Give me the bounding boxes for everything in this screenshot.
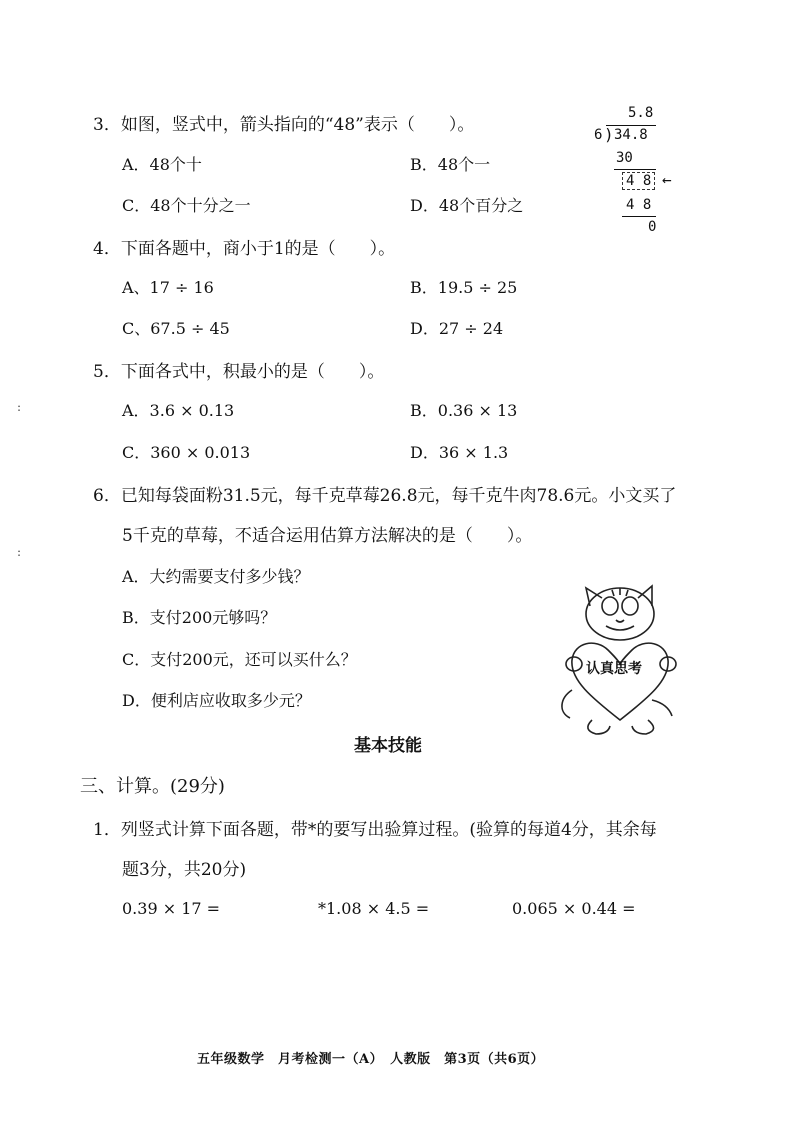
- question-6-stem-line-2: 5千克的草莓，不适合运用估算方法解决的是（ ）。: [122, 526, 533, 546]
- long-division-figure: [592, 105, 682, 240]
- division-highlighted-48: 4 8: [622, 172, 655, 190]
- cartoon-cat-illustration: [552, 580, 692, 740]
- question-4-option-d: D．27 ÷ 24: [410, 319, 504, 338]
- question-6-option-a: A．大约需要支付多少钱？: [122, 567, 310, 586]
- section-3-item-1-line-1: 1．列竖式计算下面各题，带*的要写出验算过程。(验算的每道4分，其余每: [93, 820, 657, 840]
- margin-mark: :: [17, 400, 22, 414]
- question-5-option-c: C．360 × 0.013: [122, 443, 251, 462]
- heart-text: 认真思考: [586, 661, 642, 677]
- question-4-option-a: A、17 ÷ 16: [122, 278, 214, 297]
- section-3-item-1-line-2: 题3分，共20分): [122, 860, 247, 880]
- margin-mark: :: [17, 545, 22, 559]
- page-footer: 五年级数学 月考检测一（A） 人教版 第3页（共6页）: [197, 1052, 545, 1067]
- division-product-1: 30: [616, 150, 633, 166]
- question-4-stem: 4．下面各题中，商小于1的是（ ）。: [93, 239, 396, 259]
- question-3-option-b: B．48个一: [410, 155, 491, 174]
- section-title-basic-skills: 基本技能: [354, 736, 422, 756]
- question-6-option-d: D．便利店应收取多少元？: [122, 691, 311, 710]
- division-dividend: 34.8: [614, 127, 648, 143]
- question-5-option-b: B．0.36 × 13: [410, 401, 518, 420]
- division-product-2: 4 8: [626, 197, 652, 213]
- division-bracket: ): [604, 125, 614, 144]
- arrow-left-icon: ←: [662, 170, 672, 189]
- division-subtract-line-1: [614, 169, 656, 170]
- division-divisor: 6: [594, 127, 603, 143]
- question-4-option-b: B．19.5 ÷ 25: [410, 278, 518, 297]
- question-5-option-d: D．36 × 1.3: [410, 443, 509, 462]
- question-3-option-c: C．48个十分之一: [122, 196, 251, 215]
- question-3-option-d: D．48个百分之: [410, 196, 524, 215]
- question-4-option-c: C、67.5 ÷ 45: [122, 319, 230, 338]
- calc-expression-1: 0.39 × 17 =: [122, 899, 221, 918]
- question-5-option-a: A．3.6 × 0.13: [122, 401, 235, 420]
- calc-expression-3: 0.065 × 0.44 =: [512, 899, 636, 918]
- question-6-stem-line-1: 6．已知每袋面粉31.5元，每千克草莓26.8元，每千克牛肉78.6元。小文买了: [93, 486, 677, 506]
- question-3-option-a: A．48个十: [122, 155, 202, 174]
- division-quotient: 5.8: [628, 105, 654, 121]
- division-remainder: 0: [648, 219, 657, 235]
- question-5-stem: 5．下面各式中，积最小的是（ ）。: [93, 362, 385, 382]
- calc-expression-2: *1.08 × 4.5 =: [318, 899, 430, 918]
- question-6-option-b: B．支付200元够吗？: [122, 608, 277, 627]
- section-3-title: 三、计算。(29分): [80, 776, 225, 797]
- division-subtract-line-2: [622, 216, 656, 217]
- question-3-stem: 3．如图，竖式中，箭头指向的“48”表示（ ）。: [93, 115, 475, 135]
- question-6-option-c: C．支付200元，还可以买什么？: [122, 650, 357, 669]
